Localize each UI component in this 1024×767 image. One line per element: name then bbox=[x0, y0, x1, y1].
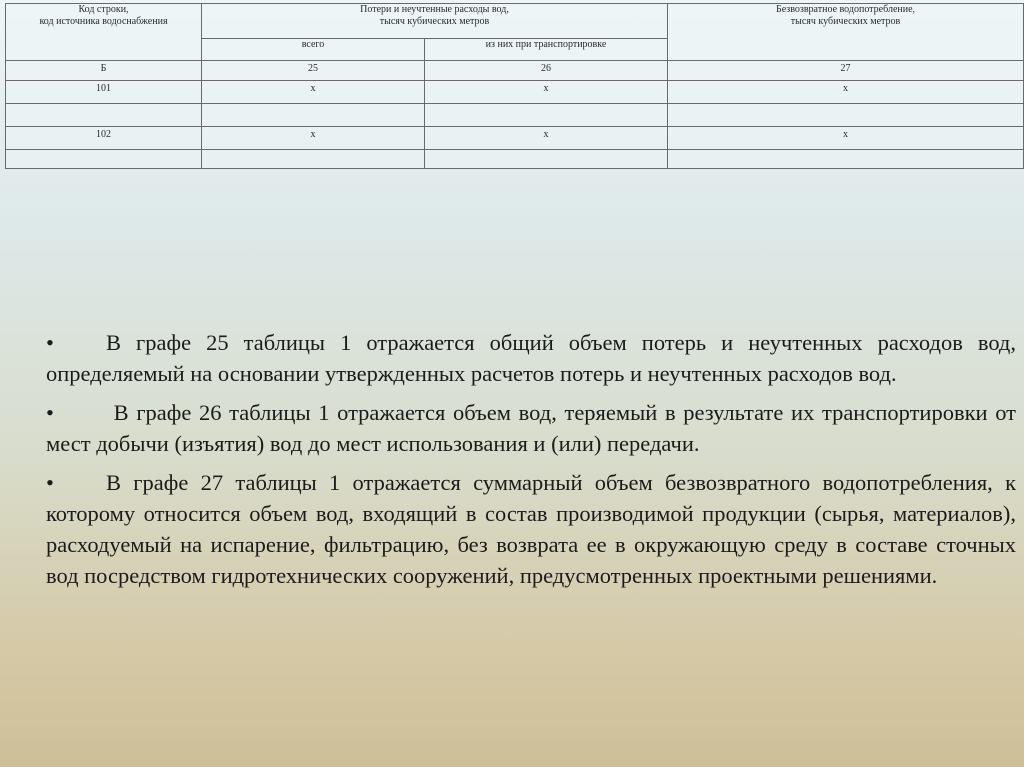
table-cell bbox=[202, 104, 425, 127]
header-row-code: Код строки, код источника водоснабжения bbox=[6, 4, 202, 61]
bullet-text: В графе 25 таблицы 1 отражается общий объем потерь и неучтенных расходов вод, определяемый на основании утвержденных расчетов потерь и неучтенных расходов вод. bbox=[46, 330, 1016, 386]
table-cell: 26 bbox=[425, 61, 668, 81]
bullet-column-27 bbox=[46, 467, 1016, 591]
table-cell bbox=[202, 150, 425, 169]
bullet-text: В графе 27 таблицы 1 отражается суммарный объем безвозвратного водопотребления, к которому относится объем вод, входящий в состав производимой продукции (сырья, материалов), расходуемый на испарение, фильтрацию, без возврата ее в окружающую среду в составе сточных вод посредством гидротехнических сооружений, предусмотренных проектными решениями. bbox=[46, 470, 1016, 588]
header-losses-total: всего bbox=[202, 39, 425, 61]
table-header-row bbox=[6, 4, 1024, 39]
bullet-text: В графе 26 таблицы 1 отражается объем вод, теряемый в результате их транспортировки от мест добычи (изъятия) вод до мест использования и (или) передачи. bbox=[46, 400, 1016, 456]
table-cell: х bbox=[425, 127, 668, 150]
table-row bbox=[6, 150, 1024, 169]
bullet-list bbox=[46, 327, 1016, 599]
table-cell: х bbox=[668, 81, 1024, 104]
header-losses-transport: из них при транспортировке bbox=[425, 39, 668, 61]
table-cell: 101 bbox=[6, 81, 202, 104]
table-cell: 102 bbox=[6, 127, 202, 150]
bullet-column-25 bbox=[46, 327, 1016, 389]
table-cell bbox=[425, 150, 668, 169]
table-cell: 25 bbox=[202, 61, 425, 81]
bullet-icon: • bbox=[46, 400, 54, 425]
report-table-container bbox=[5, 3, 1023, 169]
bullet-column-26 bbox=[46, 397, 1016, 459]
header-losses-group: Потери и неучтенные расходы вод, тысяч кубических метров bbox=[202, 4, 668, 39]
table-row bbox=[6, 127, 1024, 150]
column-number-row bbox=[6, 61, 1024, 81]
table-cell bbox=[6, 150, 202, 169]
table-cell: х bbox=[202, 81, 425, 104]
header-irrecoverable-use: Безвозвратное водопотребление, тысяч кубических метров bbox=[668, 4, 1024, 61]
table-cell: Б bbox=[6, 61, 202, 81]
table-cell bbox=[668, 150, 1024, 169]
table-row bbox=[6, 104, 1024, 127]
table-cell bbox=[6, 104, 202, 127]
table-cell: 27 bbox=[668, 61, 1024, 81]
bullet-icon: • bbox=[46, 470, 54, 495]
water-report-table bbox=[5, 3, 1024, 169]
table-cell: х bbox=[668, 127, 1024, 150]
table-cell: х bbox=[425, 81, 668, 104]
table-cell bbox=[668, 104, 1024, 127]
table-row bbox=[6, 81, 1024, 104]
bullet-icon: • bbox=[46, 330, 54, 355]
table-cell bbox=[425, 104, 668, 127]
table-cell: х bbox=[202, 127, 425, 150]
